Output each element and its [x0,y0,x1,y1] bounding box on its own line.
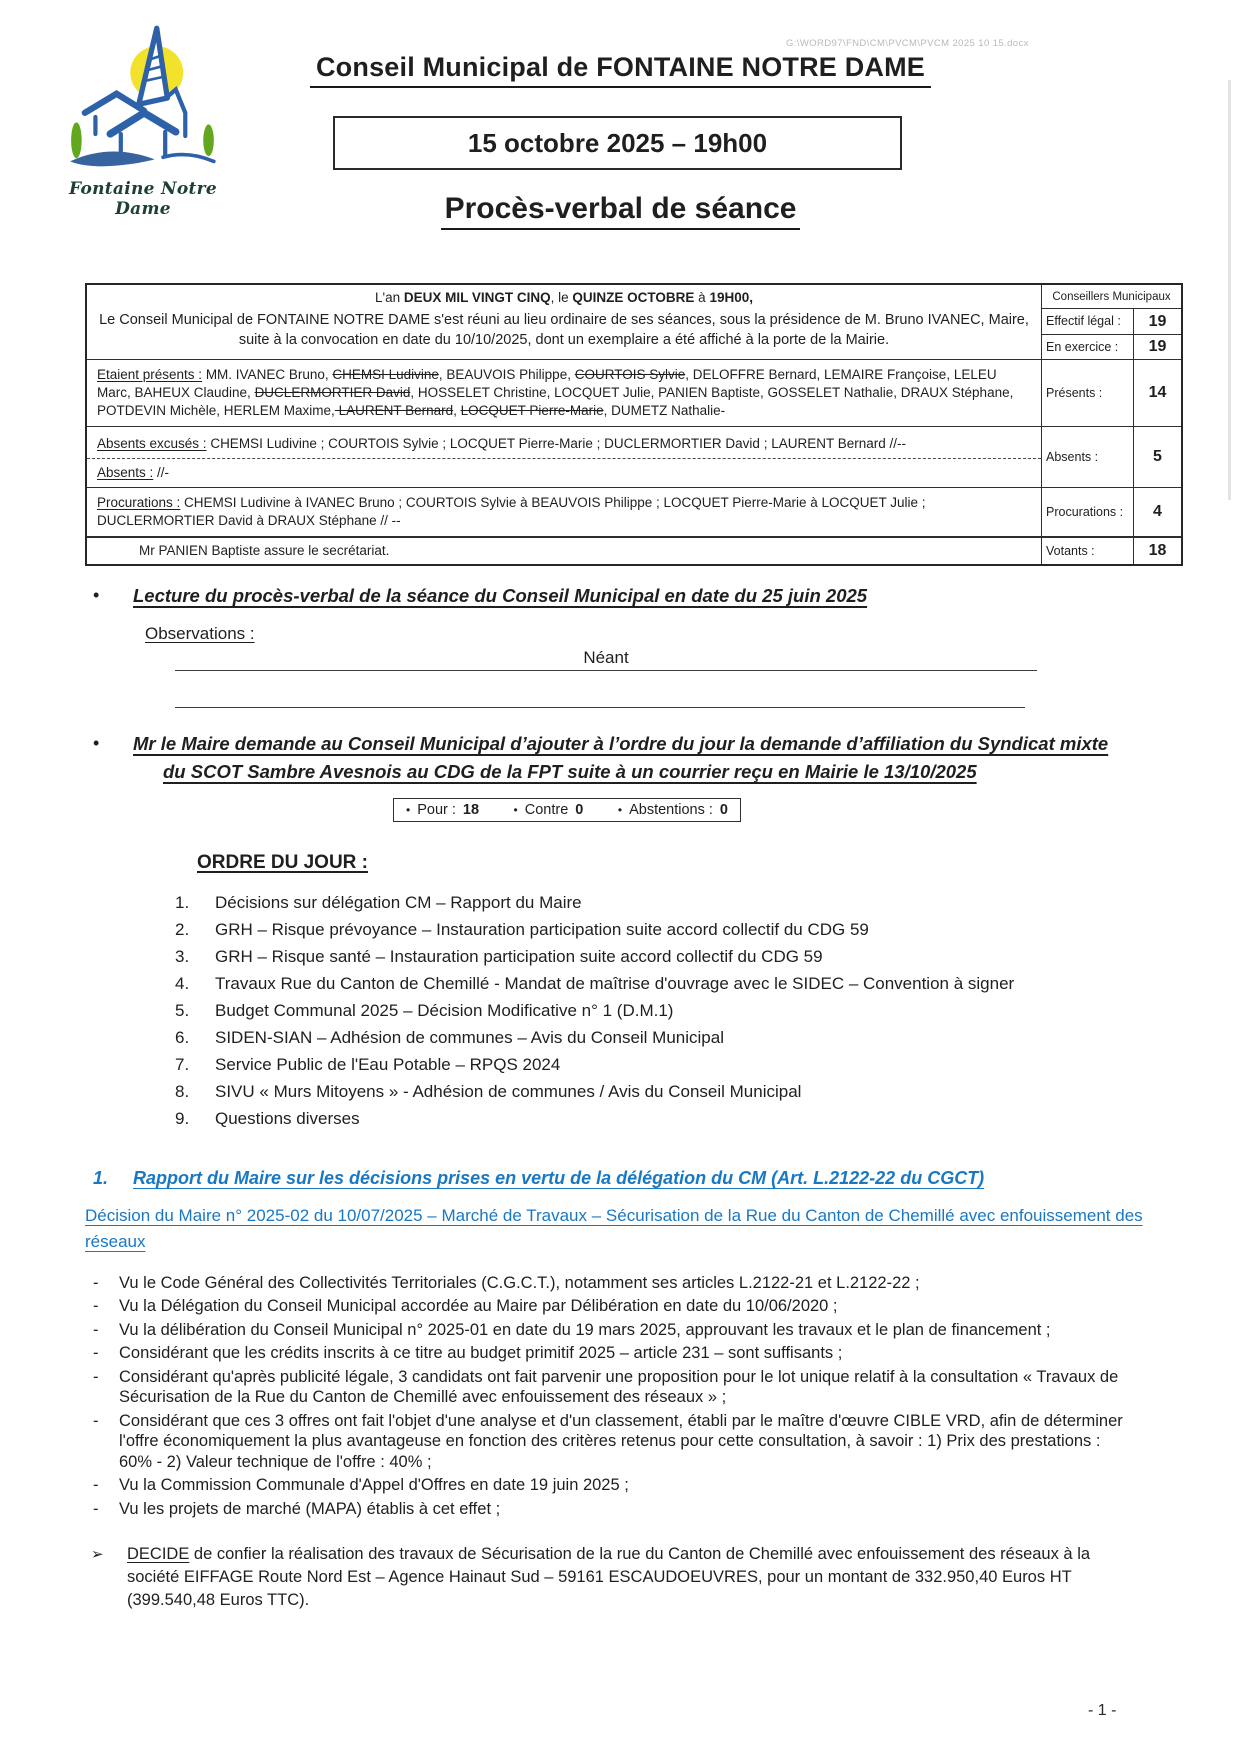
section1-heading [85,1165,1183,1191]
decide-keyword: DECIDE [127,1545,190,1564]
item-text: Travaux Rue du Canton de Chemillé - Mandat de maîtrise d'ouvrage avec le SIDEC – Convention à signer [215,973,1015,993]
decide-body: de confier la réalisation des travaux de Sécurisation de la rue du Canton de Chemillé avec enfouissement des réseaux à la société EIFFAGE Route Nord Est – Agence Hainaut Sud – 59161 ESCAUDOEUVRES, pour un montant de 332.950,40 Euros HT (399.540,48 Euros TTC). [127,1545,1091,1610]
considerations-list [85,1273,1183,1520]
consideration-text: Vu la Délégation du Conseil Municipal accordée au Maire par Délibération en date du 10/06/2020 ; [119,1297,838,1316]
list-item [85,1027,1183,1048]
dash-icon: - [93,1320,99,1339]
bullet-icon: • [513,802,518,817]
list-item [85,1296,1183,1317]
list-item [85,1499,1183,1520]
decide-paragraph [85,1543,1183,1612]
dash-icon: - [93,1367,99,1386]
list-item [85,1054,1183,1075]
list-item [85,1343,1183,1364]
vote-contre-value: 0 [575,801,584,818]
item-number: 4. [175,973,190,993]
document-body [85,283,1183,1612]
item-number: 5. [175,1000,190,1020]
list-item [85,892,1183,913]
absents-count-value: 5 [1133,426,1181,488]
list-item [85,1411,1183,1473]
section1-title: Rapport du Maire sur les décisions prises en vertu de la délégation du CM (Art. L.2122-22 du CGCT) [133,1167,985,1188]
observations-blank-line [175,685,1025,708]
bullet-icon: • [617,802,623,817]
vote-pour [406,802,479,818]
item-number: 3. [175,946,190,966]
vote-result-box [393,798,741,822]
presents-count-value: 14 [1133,359,1181,425]
bullet-icon: • [406,802,411,817]
effectif-legal-value: 19 [1133,308,1181,334]
presents-names: MM. IVANEC Bruno, CHEMSI Ludivine, BEAUVOIS Philippe, COURTOIS Sylvie, DELOFFRE Bernard, LEMAIRE Françoise, LELEU Marc, BAHEUX Claudine, DUCLERMORTIER David, HOSSELET Christine, LOCQUET Julie, PANIEN Baptiste, GOSSELET Nathalie, DRAUX Stéphane, POTDEVIN Michèle, HERLEM Maxime, LAURENT Bernard, LOCQUET Pierre-Marie, DUMETZ Nathalie- [97,367,1014,418]
consideration-text: Vu la Commission Communale d'Appel d'Offres en date 19 juin 2025 ; [119,1476,629,1495]
absents-excuses-text: CHEMSI Ludivine ; COURTOIS Sylvie ; LOCQUET Pierre-Marie ; DUCLERMORTIER David ; LAURENT Bernard //-- [206,435,906,451]
consideration-text: Vu le Code Général des Collectivités Territoriales (C.G.C.T.), notamment ses articles L.2122-21 et L.2122-22 ; [119,1273,920,1292]
dash-icon: - [93,1273,99,1292]
observations-label: Observations : [145,623,255,643]
item-text: Service Public de l'Eau Potable – RPQS 2024 [215,1054,561,1074]
vote-pour-label: Pour : [417,801,456,818]
consideration-text: Vu la délibération du Conseil Municipal n° 2025-01 en date du 19 mars 2025, approuvant les travaux et le plan de financement ; [119,1320,1051,1339]
list-item [85,1367,1183,1408]
vote-contre [514,802,584,818]
consideration-text: Considérant que les crédits inscrits à ce titre au budget primitif 2025 – article 231 – sont suffisants ; [119,1344,843,1363]
ordre-du-jour-list [85,892,1183,1129]
item-number: 6. [175,1027,190,1047]
secretary-cell: Mr PANIEN Baptiste assure le secrétariat. [87,536,1041,564]
vote-contre-label: Contre [524,801,569,818]
vote-pour-value: 18 [462,801,480,818]
decide-text [127,1543,1127,1612]
bullet-icon: • [93,584,100,605]
item-text: Questions diverses [215,1108,360,1128]
session-date-box [333,116,902,170]
dash-icon: - [93,1499,99,1518]
attendance-table [85,283,1183,566]
list-item [85,1475,1183,1496]
votants-count-value: 18 [1133,536,1181,564]
absents-excuses-label: Absents excusés : [97,435,207,451]
list-item [85,1320,1183,1341]
dash-icon: - [93,1411,99,1430]
file-path: G:\WORD97\FND\CM\PVCM\PVCM 2025 10 15.docx [786,38,1029,49]
item-number: 7. [175,1054,190,1074]
town-logo-icon [63,24,223,172]
dash-icon: - [93,1476,99,1495]
arrow-bullet-icon: ➢ [91,1546,104,1564]
document-subtitle [0,192,1241,230]
document-title [0,52,1241,88]
page-number: - 1 - [1088,1702,1117,1719]
ordre-du-jour-title: ORDRE DU JOUR : [197,851,369,873]
absents-cell [87,426,1041,488]
absents-text: //- [153,465,170,481]
item-number: 2. [175,919,190,939]
ajout-bullet-item [85,730,1183,786]
item-number: 8. [175,1081,190,1101]
absents-line [87,458,1041,487]
bullet-icon: • [93,732,100,753]
presents-count-label: Présents : [1041,359,1133,425]
intro-paragraph: Le Conseil Municipal de FONTAINE NOTRE DAME s'est réuni au lieu ordinaire de ses séances, sous la présidence de M. Bruno IVANEC, Maire, suite à la convocation en date du 10/10/2025, dont un exemplaire a été affiché à la porte de la Mairie. [99,311,1029,348]
absents-excuses-line [87,427,1041,459]
vote-abstentions [618,802,728,818]
dash-icon: - [93,1344,99,1363]
presents-label: Etaient présents : [97,367,203,383]
procurations-text: CHEMSI Ludivine à IVANEC Bruno ; COURTOIS Sylvie à BEAUVOIS Philippe ; LOCQUET Pierre-Marie à LOCQUET Julie ; DUCLERMORTIER David à DRAUX Stéphane // -- [97,495,926,529]
document-subtitle-text: Procès-verbal de séance [441,192,801,230]
consideration-text: Considérant qu'après publicité légale, 3 candidats ont fait parvenir une proposition pour le lot unique relatif à la consultation « Travaux de Sécurisation de la Rue du Canton de Chemillé avec enfouissement des réseaux » ; [119,1367,1119,1407]
en-exercice-value: 19 [1133,334,1181,360]
item-number: 9. [175,1108,190,1128]
absents-count-label: Absents : [1041,426,1133,488]
lecture-bullet-item [85,582,1183,610]
en-exercice-label: En exercice : [1041,334,1133,360]
vote-abstentions-value: 0 [719,801,728,818]
consideration-text: Considérant que ces 3 offres ont fait l'objet d'une analyse et d'un classement, établi par le maître d'œuvre CIBLE VRD, afin de déterminer l'offre économiquement la plus avantageuse en fonction des critères retenus pour cette consultation, à savoir : 1) Prix des prestations : 60% - 2) Valeur technique de l'offre : 40% ; [119,1411,1123,1471]
opening-line: L'an DEUX MIL VINGT CINQ, le QUINZE OCTOBRE à 19H00, [375,290,753,305]
item-text: SIDEN-SIAN – Adhésion de communes – Avis du Conseil Municipal [215,1027,724,1047]
item-text: Décisions sur délégation CM – Rapport du Maire [215,892,582,912]
item-number: 1. [175,892,190,912]
item-text: GRH – Risque santé – Instauration participation suite accord collectif du CDG 59 [215,946,823,966]
session-intro-cell [87,285,1041,359]
presents-cell [87,359,1041,425]
logo-caption: Fontaine Notre Dame [69,179,217,219]
ajout-bullet-title: Mr le Maire demande au Conseil Municipal d’ajouter à l’ordre du jour la demande d’affiliation du Syndicat mixte du SCOT Sambre Avesnois au CDG de la FPT suite à un courrier reçu en Mairie le 13/10/2025 [133,732,1109,782]
list-item [85,1273,1183,1294]
absents-label: Absents : [97,465,154,481]
list-item [85,1081,1183,1102]
list-item [85,946,1183,967]
section1-number: 1. [93,1167,109,1188]
session-date-text: 15 octobre 2025 – 19h00 [467,127,768,158]
scan-edge-artifact [1228,80,1231,500]
item-text: GRH – Risque prévoyance – Instauration participation suite accord collectif du CDG 59 [215,919,869,939]
observations-value-line: Néant [175,648,1037,671]
list-item [85,919,1183,940]
consideration-text: Vu les projets de marché (MAPA) établis à cet effet ; [119,1499,501,1518]
decision-heading: Décision du Maire n° 2025-02 du 10/07/2025 – Marché de Travaux – Sécurisation de la Rue du Canton de Chemillé avec enfouissement des réseaux [85,1205,1143,1251]
list-item [85,973,1183,994]
dash-icon: - [93,1297,99,1316]
procurations-count-label: Procurations : [1041,487,1133,536]
item-text: Budget Communal 2025 – Décision Modificative n° 1 (D.M.1) [215,1000,674,1020]
item-text: SIVU « Murs Mitoyens » - Adhésion de communes / Avis du Conseil Municipal [215,1081,802,1101]
procurations-cell [87,487,1041,536]
procurations-count-value: 4 [1133,487,1181,536]
lecture-bullet-title: Lecture du procès-verbal de la séance du Conseil Municipal en date du 25 juin 2025 [133,584,868,606]
effectif-legal-label: Effectif légal : [1041,308,1133,334]
votants-count-label: Votants : [1041,536,1133,564]
list-item [85,1108,1183,1129]
procurations-label: Procurations : [97,495,181,511]
document-title-text: Conseil Municipal de FONTAINE NOTRE DAME [310,52,931,88]
list-item [85,1000,1183,1021]
vote-abstentions-label: Abstentions : [629,801,713,818]
counters-header-cell: Conseillers Municipaux [1041,285,1181,308]
